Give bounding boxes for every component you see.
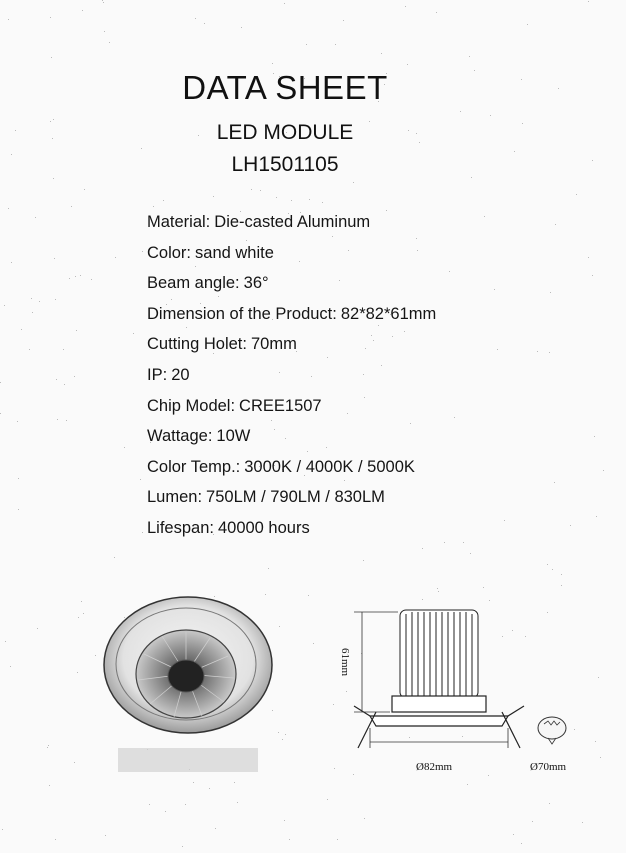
speck [561,574,562,575]
speck [8,208,9,209]
speck [285,734,286,735]
spec-value: 70mm [250,335,297,354]
speck [598,677,599,678]
speck [268,568,269,569]
height-dimension [354,612,398,712]
speck [50,17,51,18]
speck [436,12,437,13]
speck [66,420,67,421]
speck [588,1,589,2]
spec-beam-angle [147,273,436,304]
photo-shadow [118,748,258,772]
speck [241,27,242,28]
speck [149,804,150,805]
spec-dimension [147,304,436,335]
speck [588,257,589,258]
speck [69,278,70,279]
spec-value: 20 [171,365,190,384]
spec-value: 82*82*61mm [340,304,437,323]
speck [193,782,194,783]
speck [549,803,550,804]
speck [209,788,210,789]
spec-list [147,212,436,549]
speck [343,20,344,21]
speck [49,785,50,786]
speck [74,762,75,763]
speck [32,312,33,313]
speck [592,160,593,161]
speck [74,376,75,377]
speck [289,839,290,840]
speck [547,564,548,565]
speck [514,151,515,152]
speck [103,2,104,3]
speck [494,289,495,290]
speck [213,196,214,197]
speck [195,18,196,19]
speck [81,601,82,602]
speck [153,206,154,207]
speck [234,782,235,783]
spec-label: Dimension of the Product: [147,304,337,323]
speck [552,569,553,570]
speck [237,802,238,803]
speck [483,587,484,588]
technical-drawing [330,600,590,785]
spec-label: Cutting Holet: [147,335,247,354]
speck [576,194,577,195]
speck [470,553,471,554]
speck [260,190,261,191]
speck [469,56,470,57]
speck [363,560,364,561]
speck [77,672,78,673]
speck [554,482,555,483]
speck [364,818,365,819]
spec-label: Chip Model: [147,396,236,415]
page-title: DATA SHEET [182,69,388,106]
speck [291,200,292,201]
speck [272,63,273,64]
spec-label: Lumen: [147,488,203,507]
spec-value: 10W [216,427,251,446]
speck [82,10,83,11]
speck [497,349,498,350]
spec-label: Wattage: [147,427,213,446]
speck [140,479,141,480]
speck [76,330,77,331]
speck [124,447,125,448]
spec-value: 40000 hours [217,518,310,537]
speck [163,200,164,201]
speck [463,542,464,543]
product-photo [100,590,280,780]
speck [71,206,72,207]
cutout-label: Ø70mm [530,761,567,773]
speck [282,739,283,740]
speck [51,57,52,58]
speck [91,279,92,280]
speck [595,741,596,742]
speck [109,42,110,43]
speck [95,655,96,656]
flange [354,696,524,748]
spec-lumen [147,487,436,518]
speck [142,532,143,533]
spec-label: Beam angle: [147,274,240,293]
speck [484,216,485,217]
speck [337,839,338,840]
speck [327,799,328,800]
width-dimension [370,728,508,748]
speck [18,509,19,510]
spec-lifespan [147,518,436,549]
speck [471,177,472,178]
model-number: LH1501105 [231,153,339,176]
speck [407,64,408,65]
speck [513,834,514,835]
speck [600,757,601,758]
speck [490,115,491,116]
spec-label: Material: [147,213,211,231]
speck [322,202,323,203]
speck [313,643,314,644]
spec-color [147,243,436,274]
speck [454,417,455,418]
spec-value: sand white [195,243,274,262]
speck [104,31,105,32]
speck [63,349,64,350]
spec-label: IP: [147,365,168,384]
spec-color-temp [147,457,436,488]
speck [48,745,49,746]
speck [53,178,54,179]
spec-wattage [147,426,436,457]
speck [308,595,309,596]
heatsink [400,610,478,698]
speck [133,333,134,334]
product-type: LED MODULE [216,121,354,144]
speck [78,617,79,618]
speck [18,478,19,479]
speck [64,384,65,385]
speck [55,299,56,300]
speck [438,591,439,592]
speck [550,292,551,293]
speck [56,379,57,380]
speck [57,419,58,420]
speck [35,217,36,218]
speck [381,53,382,54]
speck [2,829,3,830]
spec-label: Lifespan: [147,518,214,537]
speck [594,436,595,437]
speck [444,542,445,543]
speck [37,628,38,629]
speck [11,262,12,263]
speck [141,148,142,149]
speck [105,835,106,836]
speck [142,251,143,252]
speck [53,119,54,120]
speck [570,525,571,526]
speck [84,189,85,190]
width-label: Ø82mm [416,761,453,773]
speck [5,641,6,642]
spec-label: Color Temp.: [147,457,241,476]
speck [284,820,285,821]
speck [21,329,22,330]
speck [215,828,216,829]
speck [0,382,1,383]
speck [185,804,186,805]
speck [8,19,9,20]
speck [29,349,30,350]
speck [504,520,505,521]
speck [102,0,103,1]
speck [0,413,1,414]
spec-ip [147,365,436,396]
speck [449,271,450,272]
speck [460,111,461,112]
speck [47,747,48,748]
spec-material [147,212,436,243]
led-chip [168,660,204,692]
cutout-icon [538,717,566,744]
speck [309,199,310,200]
speck [284,3,285,4]
spec-cutting-hole [147,334,436,365]
speck [353,182,354,183]
speck [54,258,55,259]
speck [83,613,84,614]
speck [386,210,387,211]
spec-value: 36° [243,274,269,293]
speck [405,6,406,7]
speck [75,276,76,277]
speck [10,666,11,667]
spec-value: Die-casted Aluminum [214,213,371,231]
speck [306,44,307,45]
spec-chip-model [147,396,436,427]
speck [527,24,528,25]
speck [561,585,562,586]
speck [80,275,81,276]
speck [165,811,166,812]
speck [592,275,593,276]
speck [596,516,597,517]
speck [204,23,205,24]
speck [55,839,56,840]
speck [276,197,277,198]
speck [115,257,116,258]
spec-value: CREE1507 [239,396,322,415]
speck [17,421,18,422]
spec-value: 3000K / 4000K / 5000K [244,457,415,476]
speck [603,470,604,471]
speck [521,843,522,844]
height-label: 61mm [339,648,351,677]
speck [182,846,183,847]
speck [31,298,32,299]
speck [437,588,438,589]
speck [335,44,336,45]
speck [4,305,5,306]
speck [582,822,583,823]
speck [555,224,556,225]
speck [251,189,252,190]
speck [549,352,550,353]
spec-value: 750LM / 790LM / 830LM [206,488,385,507]
speck [39,301,40,302]
speck [532,821,533,822]
speck [537,351,538,352]
speck [114,557,115,558]
spec-label: Color: [147,243,192,262]
